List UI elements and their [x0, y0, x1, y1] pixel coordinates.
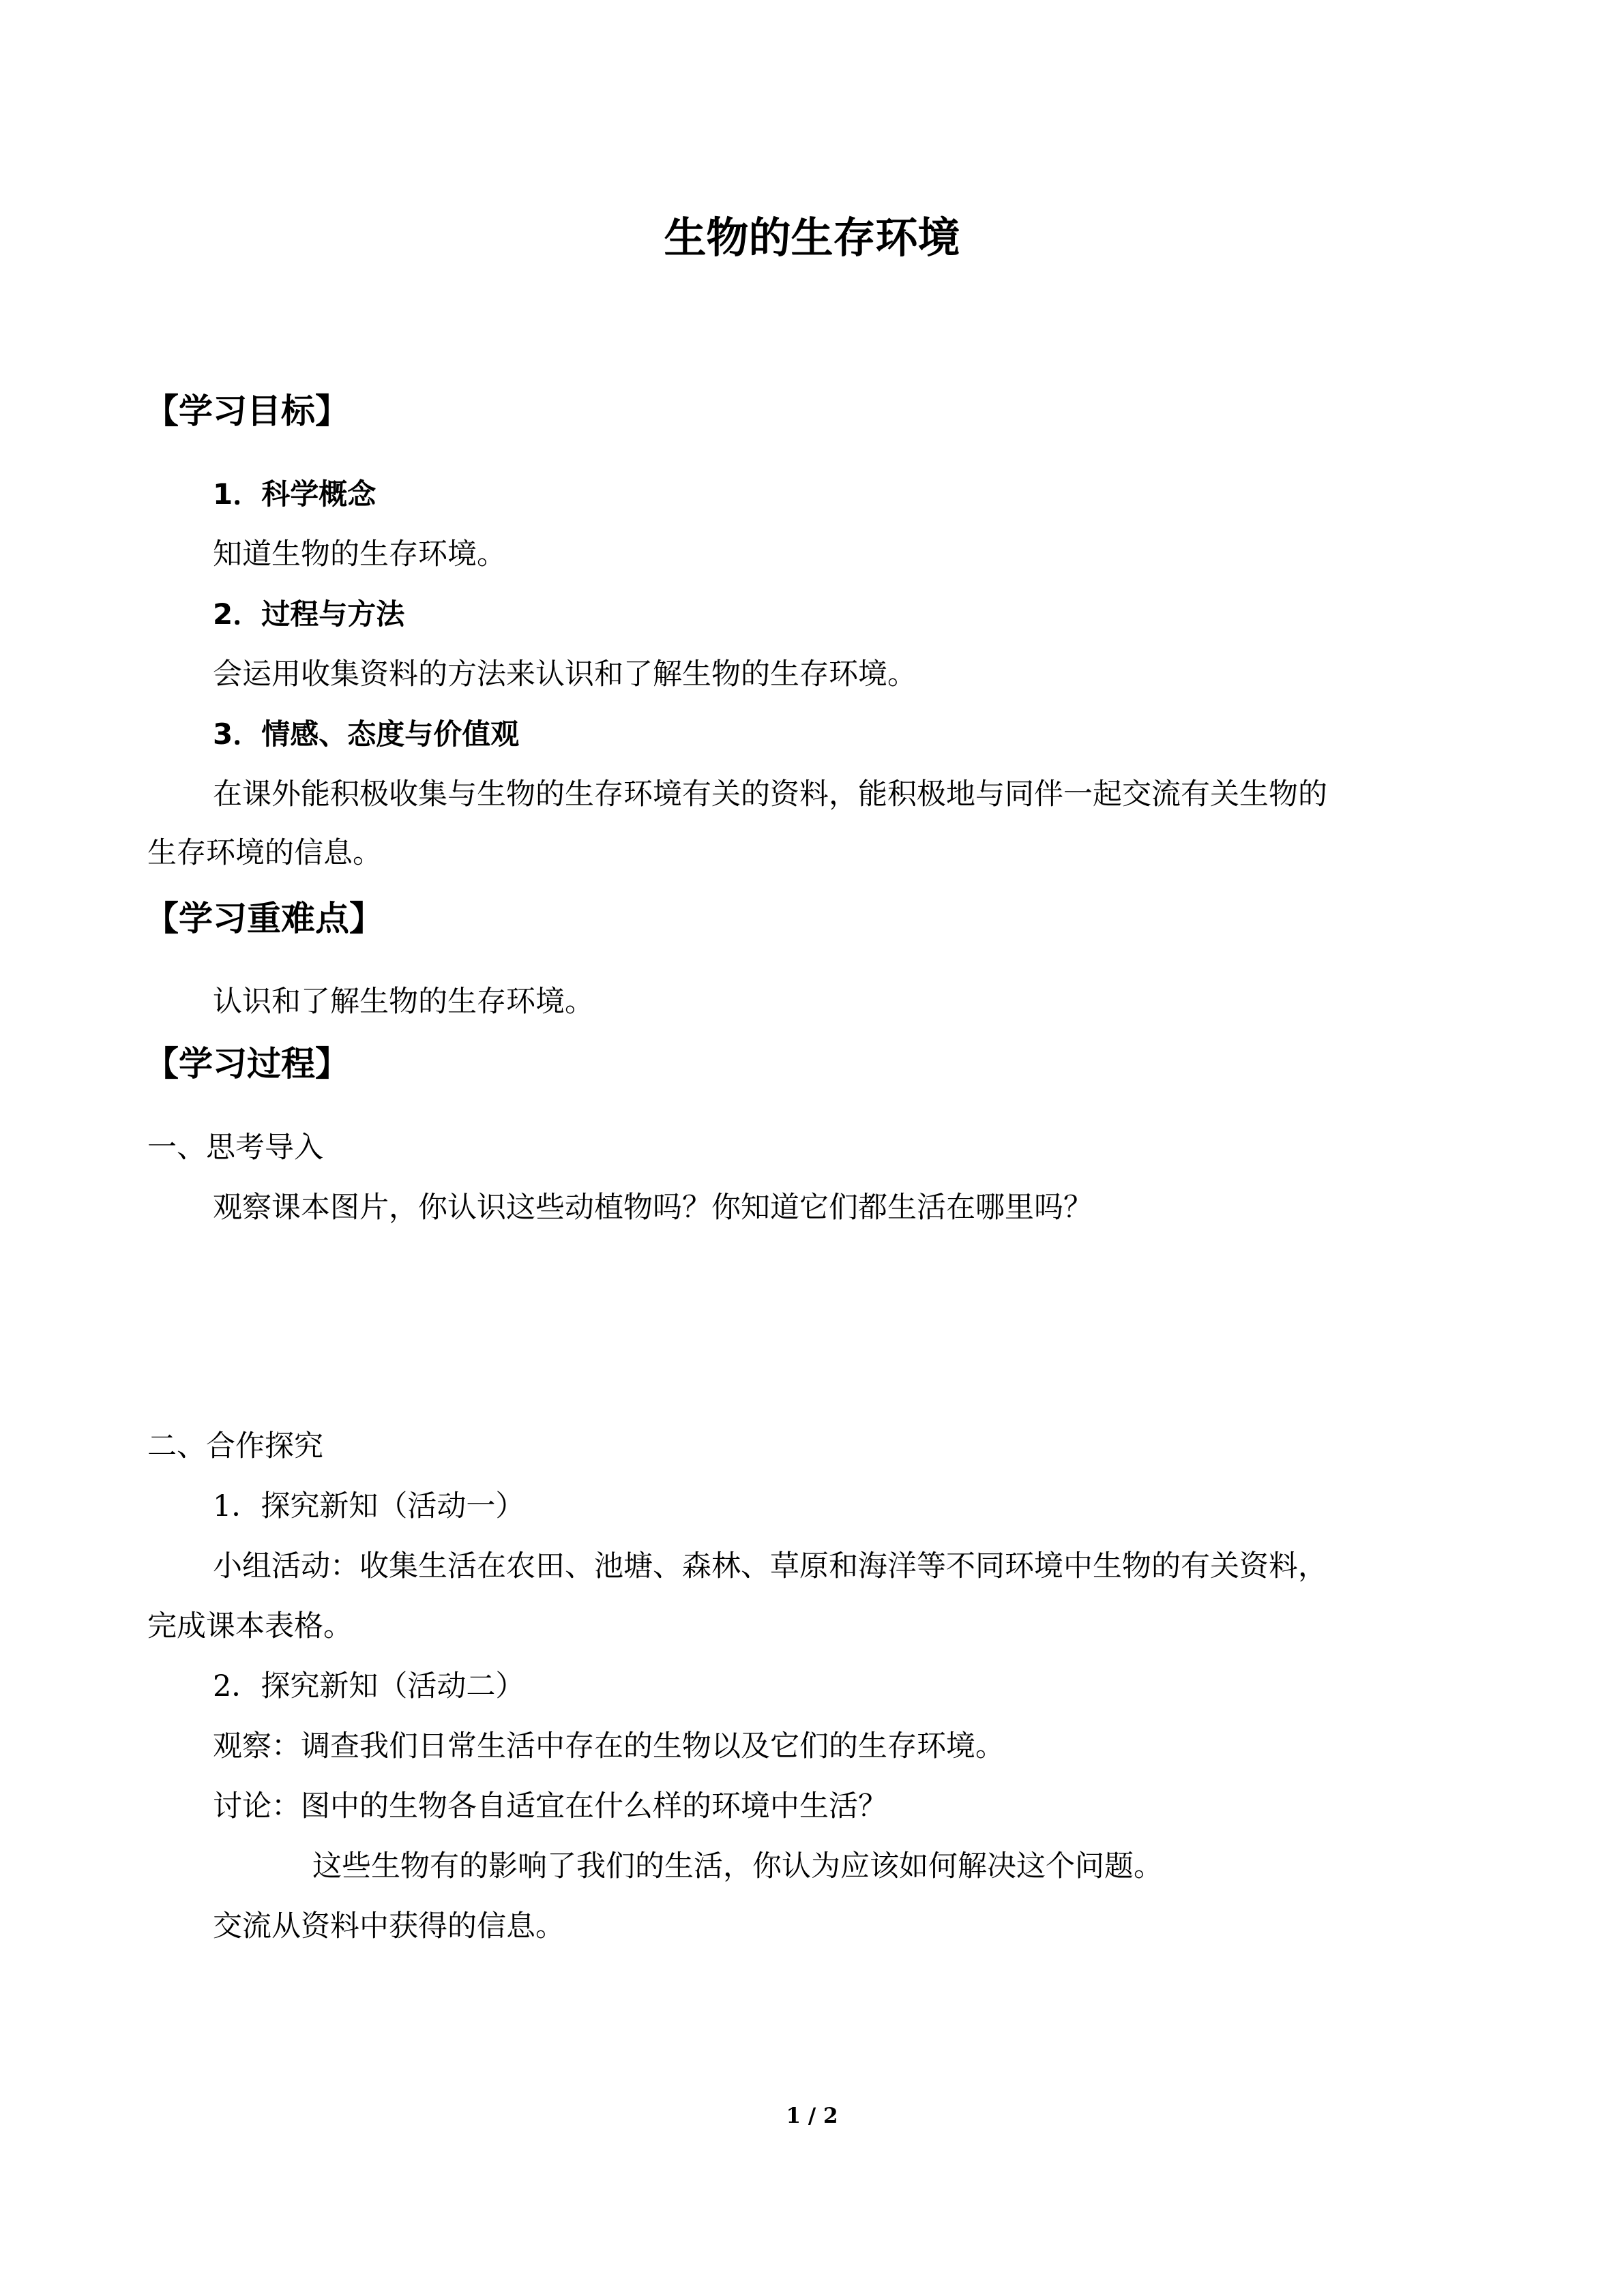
objective-1-text: 知道生物的生存环境。: [213, 537, 506, 571]
part2-heading: 二、合作探究: [147, 1429, 323, 1463]
page-number: 1 / 2: [786, 2104, 838, 2128]
activity1-text-line1: 小组活动：收集生活在农田、池塘、森林、草原和海洋等不同环境中生物的有关资料，: [213, 1549, 1327, 1583]
objectives-heading: 【学习目标】: [145, 391, 349, 431]
objective-3-text-line2: 生存环境的信息。: [147, 836, 382, 870]
activity1-label: 1．探究新知（活动一）: [213, 1489, 525, 1523]
page-title: 生物的生存环境: [664, 213, 960, 263]
activity2-label: 2．探究新知（活动二）: [213, 1669, 525, 1703]
objective-1-label: 1．科学概念: [213, 477, 377, 511]
key-points-heading: 【学习重难点】: [145, 899, 383, 938]
part1-text: 观察课本图片，你认识这些动植物吗？你知道它们都生活在哪里吗？: [213, 1191, 1093, 1225]
share-text: 交流从资料中获得的信息。: [213, 1909, 565, 1943]
discuss-text-line2: 这些生物有的影响了我们的生活，你认为应该如何解决这个问题。: [312, 1849, 1163, 1883]
activity1-text-line2: 完成课本表格。: [147, 1609, 353, 1643]
objective-3-label: 3．情感、态度与价值观: [213, 717, 520, 751]
discuss-text: 讨论：图中的生物各自适宜在什么样的环境中生活？: [213, 1789, 887, 1823]
objective-2-label: 2．过程与方法: [213, 597, 405, 631]
objective-2-text: 会运用收集资料的方法来认识和了解生物的生存环境。: [213, 657, 917, 691]
key-points-text: 认识和了解生物的生存环境。: [213, 985, 594, 1019]
process-heading: 【学习过程】: [145, 1044, 349, 1084]
part1-heading: 一、思考导入: [147, 1131, 323, 1165]
observe-text: 观察：调查我们日常生活中存在的生物以及它们的生存环境。: [213, 1729, 1005, 1763]
objective-3-text-line1: 在课外能积极收集与生物的生存环境有关的资料，能积极地与同伴一起交流有关生物的: [213, 777, 1327, 811]
